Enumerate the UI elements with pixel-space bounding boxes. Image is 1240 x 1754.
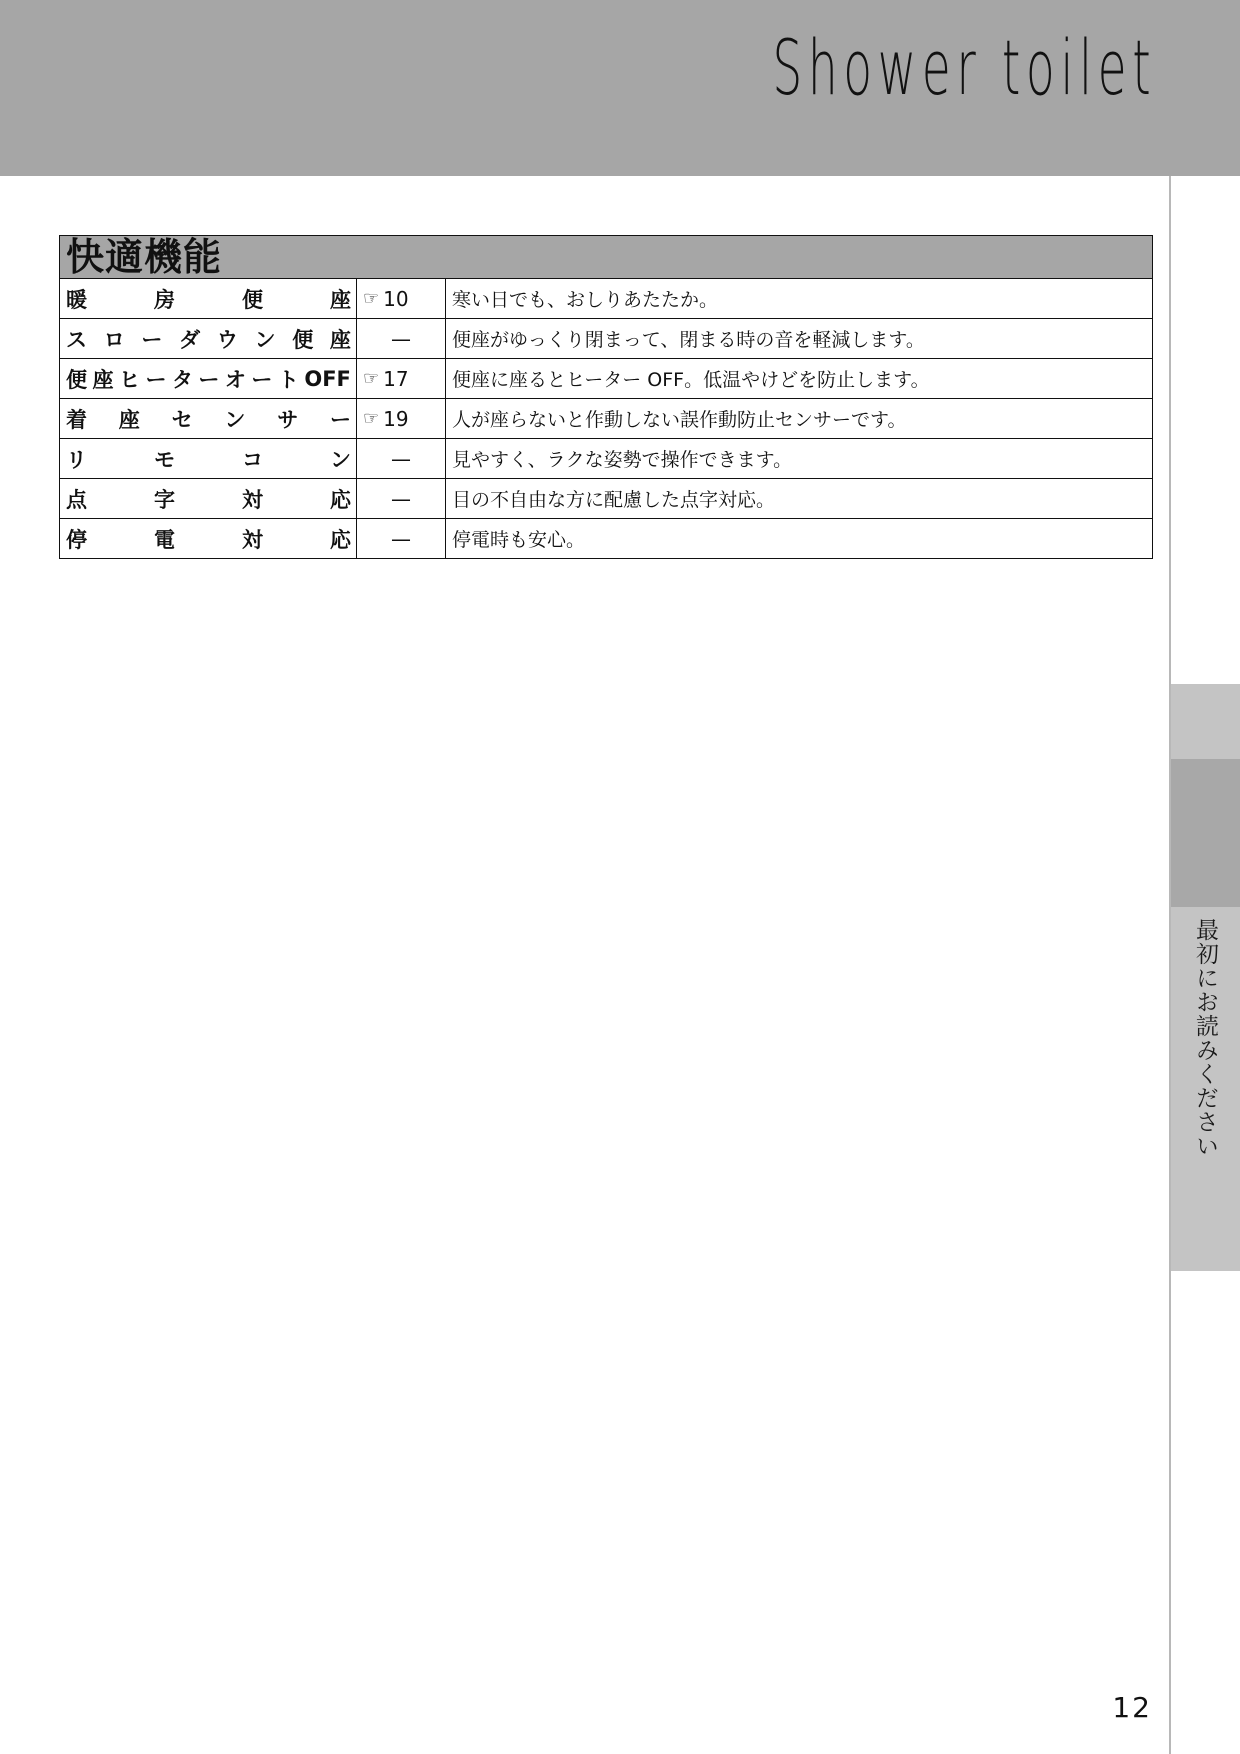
- feature-name-char: ン: [254, 327, 276, 352]
- feature-description: 人が座らないと作動しない誤作動防止センサーです。: [446, 399, 1153, 439]
- feature-name-char: コ: [242, 447, 263, 472]
- feature-name-char: 座: [92, 367, 114, 392]
- table-row: [60, 519, 1152, 559]
- feature-name: [60, 284, 356, 314]
- page-ref-cell: [357, 479, 446, 519]
- feature-name: [60, 324, 356, 354]
- feature-name-char: サ: [277, 407, 299, 432]
- feature-name-char: 応: [330, 487, 351, 512]
- feature-name: [60, 484, 356, 514]
- page-ref-cell: [357, 319, 446, 359]
- feature-name-char: ダ: [179, 327, 201, 352]
- feature-name: [60, 524, 356, 554]
- feature-description: 便座に座るとヒーター OFF。低温やけどを防止します。: [446, 359, 1153, 399]
- page-ref-cell: [357, 439, 446, 479]
- feature-name-char: 着: [66, 407, 87, 432]
- feature-name-char: セ: [171, 407, 193, 432]
- feature-name-char: 便: [242, 287, 263, 312]
- feature-description: 見やすく、ラクな姿勢で操作できます。: [446, 439, 1153, 479]
- page-ref-cell: [357, 359, 446, 399]
- feature-description: 寒い日でも、おしりあたたか。: [452, 289, 719, 311]
- table-row: [60, 359, 1152, 399]
- feature-name-char: モ: [154, 447, 175, 472]
- feature-name-char: ヒ: [118, 367, 140, 392]
- page-reference-link[interactable]: 17: [383, 366, 409, 391]
- feature-name-char: ー: [198, 367, 220, 392]
- panel-heading: 快適機能: [60, 236, 1152, 279]
- feature-name-char: ン: [224, 407, 246, 432]
- feature-name-char: OFF: [304, 366, 351, 391]
- feature-name-char: 便: [66, 367, 87, 392]
- feature-name-char: 電: [154, 527, 175, 552]
- page-reference-none: —: [391, 326, 411, 351]
- page-reference-none: —: [391, 446, 411, 471]
- feature-name-cell: [60, 319, 357, 359]
- feature-name-cell: [60, 399, 357, 439]
- feature-name-char: ー: [251, 367, 273, 392]
- side-tab-upper-block: [1171, 684, 1240, 759]
- feature-name-cell: [60, 479, 357, 519]
- brand-title: Shower toilet: [772, 23, 1156, 112]
- page-ref-cell: [357, 399, 446, 439]
- feature-name: [60, 444, 356, 474]
- header-band: [0, 0, 1240, 176]
- feature-name-char: ウ: [216, 327, 238, 352]
- feature-name-char: タ: [171, 367, 193, 392]
- feature-name-char: 点: [66, 487, 87, 512]
- feature-name-char: ー: [145, 367, 167, 392]
- feature-description: 便座がゆっくり閉まって、閉まる時の音を軽減します。: [446, 319, 1153, 359]
- feature-name-cell: [60, 279, 357, 319]
- feature-name-char: 対: [242, 487, 263, 512]
- table-row: [60, 319, 1152, 359]
- page-number: 12: [1112, 1691, 1152, 1724]
- pointing-hand-icon: ☞: [363, 368, 380, 389]
- feature-name-char: 座: [330, 287, 351, 312]
- feature-name: [60, 364, 356, 394]
- table-row: [60, 439, 1152, 479]
- feature-name-char: 応: [330, 527, 351, 552]
- page-ref-cell: [357, 279, 446, 319]
- feature-name-char: 房: [154, 287, 175, 312]
- page-reference-none: —: [391, 526, 411, 551]
- feature-name-cell: [60, 439, 357, 479]
- feature-name-char: 停: [66, 527, 87, 552]
- feature-name-char: オ: [224, 367, 246, 392]
- pointing-hand-icon: ☞: [363, 288, 380, 309]
- feature-description: 停電時も安心。: [446, 519, 1153, 559]
- feature-name-char: 座: [118, 407, 140, 432]
- feature-name: [60, 404, 356, 434]
- table-row: [60, 399, 1152, 439]
- feature-name-char: 対: [242, 527, 263, 552]
- page-reference-link[interactable]: 10: [383, 286, 409, 311]
- side-tab-active-block: [1171, 759, 1240, 907]
- feature-name-cell: [60, 359, 357, 399]
- feature-name-char: 字: [154, 487, 175, 512]
- feature-name-char: ー: [141, 327, 163, 352]
- side-tab-label[interactable]: 最初にお読みください: [1192, 918, 1218, 1158]
- feature-description: 目の不自由な方に配慮した点字対応。: [446, 479, 1153, 519]
- feature-name-char: 座: [329, 327, 351, 352]
- comfort-features-panel: [59, 235, 1153, 559]
- page-ref-cell: [357, 519, 446, 559]
- feature-name-char: ン: [330, 447, 351, 472]
- page-reference-link[interactable]: 19: [383, 406, 409, 431]
- feature-name-cell: [60, 519, 357, 559]
- feature-name-char: ー: [329, 407, 351, 432]
- pointing-hand-icon: ☞: [363, 408, 380, 429]
- feature-name-char: ト: [277, 367, 299, 392]
- feature-name-char: 便: [292, 327, 314, 352]
- feature-name-char: ス: [66, 327, 87, 352]
- feature-name-char: リ: [66, 447, 87, 472]
- page-reference-none: —: [391, 486, 411, 511]
- table-row: [60, 479, 1152, 519]
- table-row: [60, 279, 1152, 319]
- features-table: [60, 279, 1152, 558]
- feature-name-char: 暖: [66, 287, 87, 312]
- feature-name-char: ロ: [103, 327, 125, 352]
